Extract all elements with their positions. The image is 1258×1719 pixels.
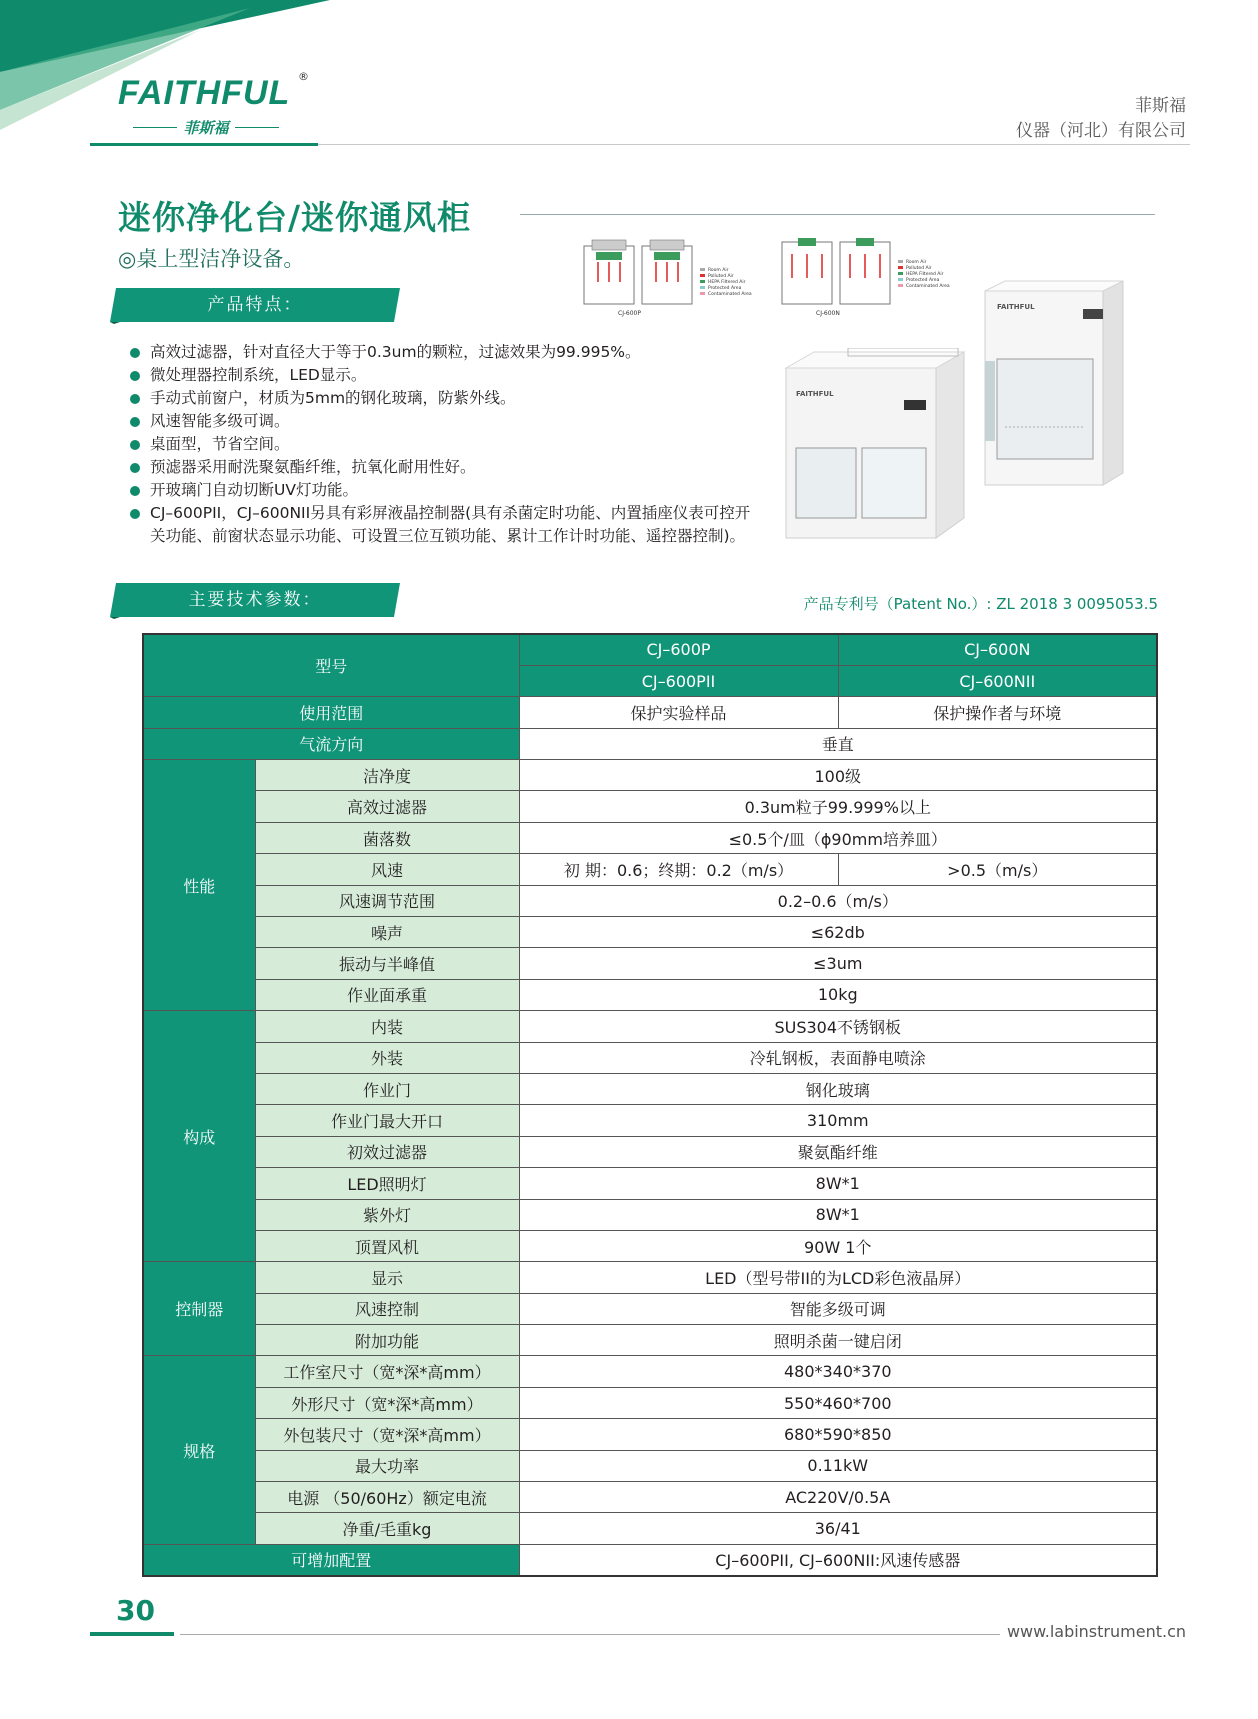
table-row bbox=[143, 885, 1157, 916]
company-name bbox=[1016, 94, 1186, 144]
table-row bbox=[143, 1168, 1157, 1199]
row-value: 480*340*370 bbox=[519, 1356, 1157, 1387]
row-label: 噪声 bbox=[255, 917, 519, 948]
model-p: CJ–600P bbox=[519, 634, 838, 665]
usage-label: 使用范围 bbox=[143, 697, 519, 728]
page-subtitle: ◎桌上型洁净设备。 bbox=[118, 247, 305, 271]
diagram-legend-right bbox=[898, 259, 950, 289]
row-label: 振动与半峰值 bbox=[255, 948, 519, 979]
model-nii: CJ–600NII bbox=[838, 665, 1157, 696]
usage-p: 保护实验样品 bbox=[519, 697, 838, 728]
row-value: ≤3um bbox=[519, 948, 1157, 979]
row-label: 高效过滤器 bbox=[255, 791, 519, 822]
svg-text:Polluted Air: Polluted Air bbox=[906, 266, 932, 271]
row-label: 外形尺寸（宽*深*高mm） bbox=[255, 1387, 519, 1418]
row-value: ≤0.5个/皿（ϕ90mm培养皿） bbox=[519, 822, 1157, 853]
row-label: 菌落数 bbox=[255, 822, 519, 853]
row-label: LED照明灯 bbox=[255, 1168, 519, 1199]
row-label: 紫外灯 bbox=[255, 1199, 519, 1230]
row-value: 冷轧钢板，表面静电喷涂 bbox=[519, 1042, 1157, 1073]
row-value: 10kg bbox=[519, 979, 1157, 1010]
diagram-legend-left bbox=[700, 267, 752, 297]
title-rule bbox=[520, 214, 1155, 215]
row-label: 初效过滤器 bbox=[255, 1136, 519, 1167]
table-row bbox=[143, 1482, 1157, 1513]
table-row bbox=[143, 1262, 1157, 1293]
table-row bbox=[143, 1544, 1157, 1575]
feature-item: 手动式前窗户，材质为5mm的钢化玻璃，防紫外线。 bbox=[128, 387, 758, 410]
row-value: 钢化玻璃 bbox=[519, 1073, 1157, 1104]
logo-rule-left bbox=[133, 127, 177, 128]
row-label: 附加功能 bbox=[255, 1325, 519, 1356]
table-row bbox=[143, 979, 1157, 1010]
row-label: 电源 （50/60Hz）额定电流 bbox=[255, 1482, 519, 1513]
row-value: 100级 bbox=[519, 760, 1157, 791]
row-label: 最大功率 bbox=[255, 1450, 519, 1481]
spec-table bbox=[142, 633, 1158, 1577]
row-label: 内装 bbox=[255, 1011, 519, 1042]
row-label: 洁净度 bbox=[255, 760, 519, 791]
table-row bbox=[143, 1073, 1157, 1104]
table-row bbox=[143, 1011, 1157, 1042]
row-value: 680*590*850 bbox=[519, 1419, 1157, 1450]
product-brand-label: FAITHFUL bbox=[997, 303, 1035, 311]
model-pii: CJ–600PII bbox=[519, 665, 838, 696]
svg-text:Protected Area: Protected Area bbox=[906, 278, 940, 283]
params-banner bbox=[110, 583, 400, 619]
table-row bbox=[143, 791, 1157, 822]
row-label: 风速 bbox=[255, 854, 519, 885]
row-value: LED（型号带II的为LCD彩色液晶屏） bbox=[519, 1262, 1157, 1293]
options-value: CJ–600PII, CJ–600NII:风速传感器 bbox=[519, 1544, 1157, 1575]
group-construction: 构成 bbox=[143, 1011, 255, 1262]
row-label: 作业面承重 bbox=[255, 979, 519, 1010]
row-value: 照明杀菌一键启闭 bbox=[519, 1325, 1157, 1356]
brand-chinese-row bbox=[118, 117, 294, 138]
page-number-bar bbox=[90, 1632, 174, 1636]
row-label: 风速调节范围 bbox=[255, 885, 519, 916]
table-row bbox=[143, 822, 1157, 853]
row-value: 90W 1个 bbox=[519, 1230, 1157, 1261]
options-label: 可增加配置 bbox=[143, 1544, 519, 1575]
row-label: 作业门 bbox=[255, 1073, 519, 1104]
product-image-cabinet bbox=[975, 277, 1125, 487]
logo-rule-right bbox=[235, 127, 279, 128]
table-row bbox=[143, 1105, 1157, 1136]
product-image-bench bbox=[778, 348, 968, 548]
row-value: 聚氨酯纤维 bbox=[519, 1136, 1157, 1167]
company-line2: 仪器（河北）有限公司 bbox=[1016, 121, 1186, 141]
page-title: 迷你净化台/迷你通风柜 bbox=[118, 198, 472, 237]
patent-number: 产品专利号（Patent No.）: ZL 2018 3 0095053.5 bbox=[803, 595, 1158, 613]
table-row bbox=[143, 1293, 1157, 1324]
row-value: 0.2–0.6（m/s） bbox=[519, 885, 1157, 916]
usage-n: 保护操作者与环境 bbox=[838, 697, 1157, 728]
feature-item: 微处理器控制系统，LED显示。 bbox=[128, 364, 758, 387]
svg-text:Contaminated Area: Contaminated Area bbox=[708, 292, 752, 297]
row-label: 外装 bbox=[255, 1042, 519, 1073]
svg-text:Polluted Air: Polluted Air bbox=[708, 274, 734, 279]
diagram-caption-n: CJ-600N bbox=[816, 310, 840, 317]
row-label: 顶置风机 bbox=[255, 1230, 519, 1261]
table-row bbox=[143, 697, 1157, 728]
brand-logo bbox=[118, 70, 309, 137]
feature-item: 桌面型，节省空间。 bbox=[128, 433, 758, 456]
row-label: 风速控制 bbox=[255, 1293, 519, 1324]
feature-item: 风速智能多级可调。 bbox=[128, 410, 758, 433]
row-value: 智能多级可调 bbox=[519, 1293, 1157, 1324]
group-spec: 规格 bbox=[143, 1356, 255, 1544]
table-row bbox=[143, 1199, 1157, 1230]
table-row bbox=[143, 634, 1157, 665]
table-row bbox=[143, 854, 1157, 885]
feature-item: 预滤器采用耐洗聚氨酯纤维，抗氧化耐用性好。 bbox=[128, 456, 758, 479]
table-row bbox=[143, 1230, 1157, 1261]
row-value: >0.5（m/s） bbox=[838, 854, 1157, 885]
row-label: 显示 bbox=[255, 1262, 519, 1293]
airflow-label: 气流方向 bbox=[143, 728, 519, 759]
svg-text:Room Air: Room Air bbox=[906, 260, 927, 265]
feature-item: 开玻璃门自动切断UV灯功能。 bbox=[128, 479, 758, 502]
diagram-cj600p bbox=[584, 240, 692, 317]
table-row bbox=[143, 1042, 1157, 1073]
table-row bbox=[143, 1387, 1157, 1418]
row-value: 550*460*700 bbox=[519, 1387, 1157, 1418]
registered-mark: ® bbox=[298, 70, 309, 83]
brand-name: FAITHFUL bbox=[118, 74, 291, 112]
row-value: AC220V/0.5A bbox=[519, 1482, 1157, 1513]
row-value: SUS304不锈钢板 bbox=[519, 1011, 1157, 1042]
model-n: CJ–600N bbox=[838, 634, 1157, 665]
model-label: 型号 bbox=[143, 634, 519, 697]
group-performance: 性能 bbox=[143, 760, 255, 1011]
row-value: 8W*1 bbox=[519, 1168, 1157, 1199]
footer-divider bbox=[180, 1634, 1000, 1635]
table-row bbox=[143, 1356, 1157, 1387]
row-value: 0.11kW bbox=[519, 1450, 1157, 1481]
page-number: 30 bbox=[116, 1594, 155, 1627]
table-row bbox=[143, 1136, 1157, 1167]
table-row bbox=[143, 760, 1157, 791]
svg-text:HEPA Filtered Air: HEPA Filtered Air bbox=[708, 280, 746, 285]
airflow-value: 垂直 bbox=[519, 728, 1157, 759]
website-link[interactable]: www.labinstrument.cn bbox=[1006, 1622, 1186, 1641]
row-value: 初 期：0.6；终期：0.2（m/s） bbox=[519, 854, 838, 885]
table-row bbox=[143, 1513, 1157, 1544]
row-label: 外包装尺寸（宽*深*高mm） bbox=[255, 1419, 519, 1450]
features-banner-label: 产品特点： bbox=[207, 295, 303, 315]
table-row bbox=[143, 948, 1157, 979]
brand-chinese: 菲斯福 bbox=[183, 119, 229, 137]
company-line1: 菲斯福 bbox=[1135, 96, 1186, 116]
features-list bbox=[128, 341, 758, 548]
diagram-cj600n bbox=[782, 238, 890, 317]
airflow-diagrams bbox=[578, 238, 968, 318]
row-value: 310mm bbox=[519, 1105, 1157, 1136]
row-value: 0.3um粒子99.999%以上 bbox=[519, 791, 1157, 822]
table-row bbox=[143, 1325, 1157, 1356]
table-row bbox=[143, 917, 1157, 948]
params-banner-label: 主要技术参数： bbox=[188, 590, 322, 610]
row-value: ≤62db bbox=[519, 917, 1157, 948]
row-label: 作业门最大开口 bbox=[255, 1105, 519, 1136]
row-value: 36/41 bbox=[519, 1513, 1157, 1544]
svg-text:HEPA Filtered Air: HEPA Filtered Air bbox=[906, 272, 944, 277]
table-row bbox=[143, 1450, 1157, 1481]
svg-text:Room Air: Room Air bbox=[708, 268, 729, 273]
diagram-caption-p: CJ-600P bbox=[618, 310, 641, 317]
svg-text:Contaminated Area: Contaminated Area bbox=[906, 284, 950, 289]
header-accent bbox=[90, 143, 318, 146]
table-row bbox=[143, 728, 1157, 759]
row-value: 8W*1 bbox=[519, 1199, 1157, 1230]
svg-text:Protected Area: Protected Area bbox=[708, 286, 742, 291]
feature-item: CJ–600PII，CJ–600NII另具有彩屏液晶控制器(具有杀菌定时功能、内置插座仪表可控开关功能、前窗状态显示功能、可设置三位互锁功能、累计工作计时功能、遥控器控制)。 bbox=[128, 502, 758, 548]
row-label: 净重/毛重kg bbox=[255, 1513, 519, 1544]
group-controller: 控制器 bbox=[143, 1262, 255, 1356]
features-banner bbox=[110, 288, 400, 324]
row-label: 工作室尺寸（宽*深*高mm） bbox=[255, 1356, 519, 1387]
table-row bbox=[143, 1419, 1157, 1450]
product-brand-label: FAITHFUL bbox=[796, 390, 834, 398]
feature-item: 高效过滤器，针对直径大于等于0.3um的颗粒，过滤效果为99.995%。 bbox=[128, 341, 758, 364]
